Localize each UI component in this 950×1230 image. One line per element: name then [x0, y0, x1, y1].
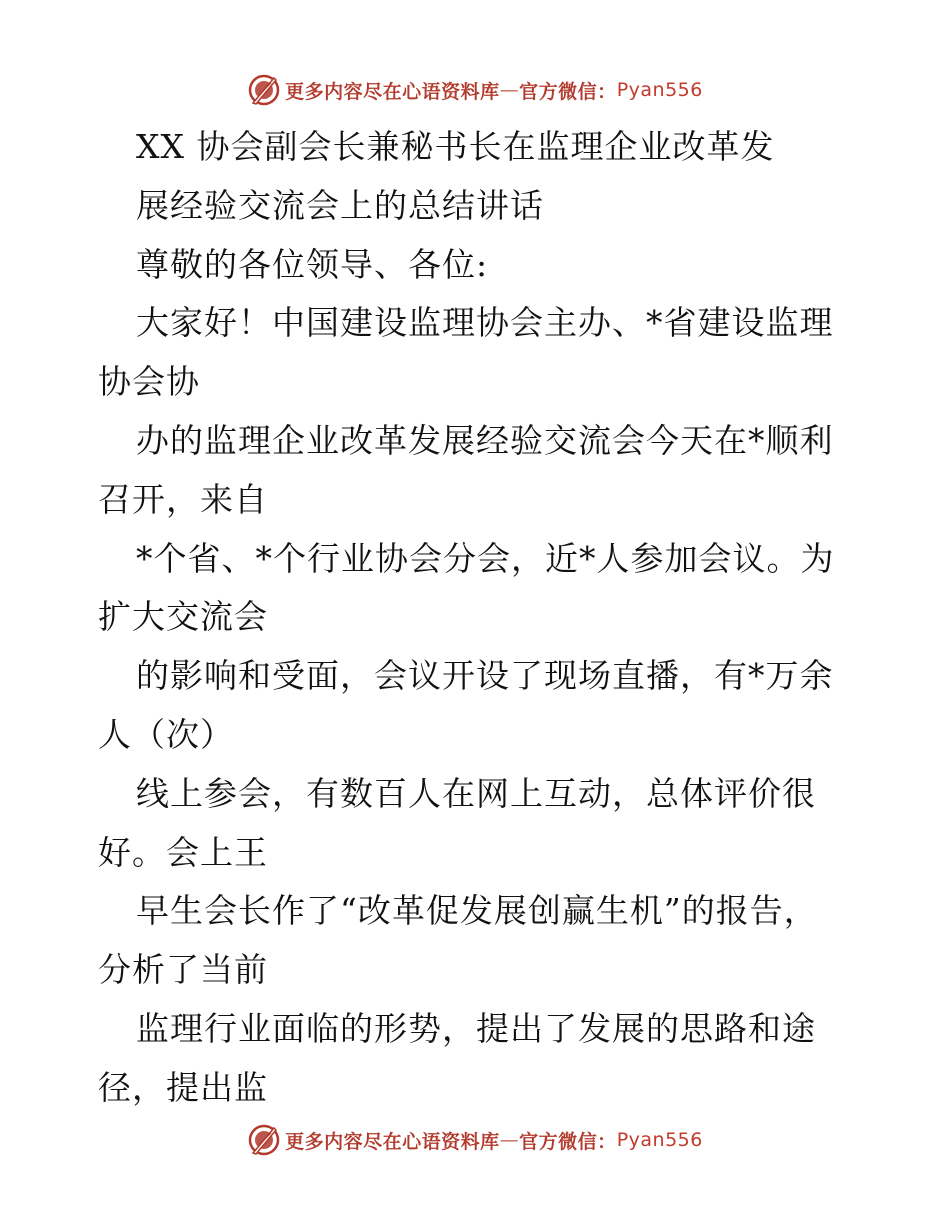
- banner-text-wechat-label: 官方微信：: [519, 1130, 617, 1153]
- banner-text-wechat-id: Pyan556: [616, 1129, 703, 1151]
- footer-watermark-banner: [0, 1120, 950, 1160]
- feather-pen-logo-icon: [247, 1123, 281, 1157]
- banner-text-wechat-id: Pyan556: [616, 79, 703, 101]
- text-line: 监理行业面临的形势，提出了发展的思路和途: [136, 1008, 816, 1048]
- text-line: 早生会长作了“改革促发展创赢生机”的报告，: [136, 891, 818, 931]
- banner-text-dash: —: [499, 79, 520, 101]
- text-line: 的影响和受面，会议开设了现场直播，有*万余: [136, 656, 834, 696]
- document-body: [98, 118, 858, 1118]
- text-line: 大家好！中国建设监理协会主办、*省建设监理: [136, 303, 834, 343]
- banner-text-main: 更多内容尽在心语资料库: [285, 1130, 500, 1153]
- text-line: 尊敬的各位领导、各位:: [136, 244, 489, 284]
- text-line: 人（次）: [98, 714, 234, 754]
- text-line: 线上参会，有数百人在网上互动，总体评价很: [136, 773, 816, 813]
- feather-pen-logo-icon: [247, 73, 281, 107]
- banner-text-main: 更多内容尽在心语资料库: [285, 80, 500, 103]
- header-watermark-banner: [0, 70, 950, 110]
- text-line: 径，提出监: [98, 1067, 268, 1107]
- text-line: *个省、*个行业协会分会，近*人参加会议。为: [136, 538, 835, 578]
- text-line: 召开，来自: [98, 479, 268, 519]
- banner-text-dash: —: [499, 1129, 520, 1151]
- text-line: 分析了当前: [98, 950, 268, 990]
- text-line: 办的监理企业改革发展经验交流会今天在*顺利: [136, 420, 834, 460]
- text-line: 展经验交流会上的总结讲话: [136, 185, 544, 225]
- text-line: XX 协会副会长兼秘书长在监理企业改革发: [136, 127, 775, 166]
- banner-text-wechat-label: 官方微信：: [519, 80, 617, 103]
- text-line: 扩大交流会: [98, 597, 268, 637]
- text-line: 好。会上王: [98, 832, 268, 872]
- text-line: 协会协: [98, 362, 200, 402]
